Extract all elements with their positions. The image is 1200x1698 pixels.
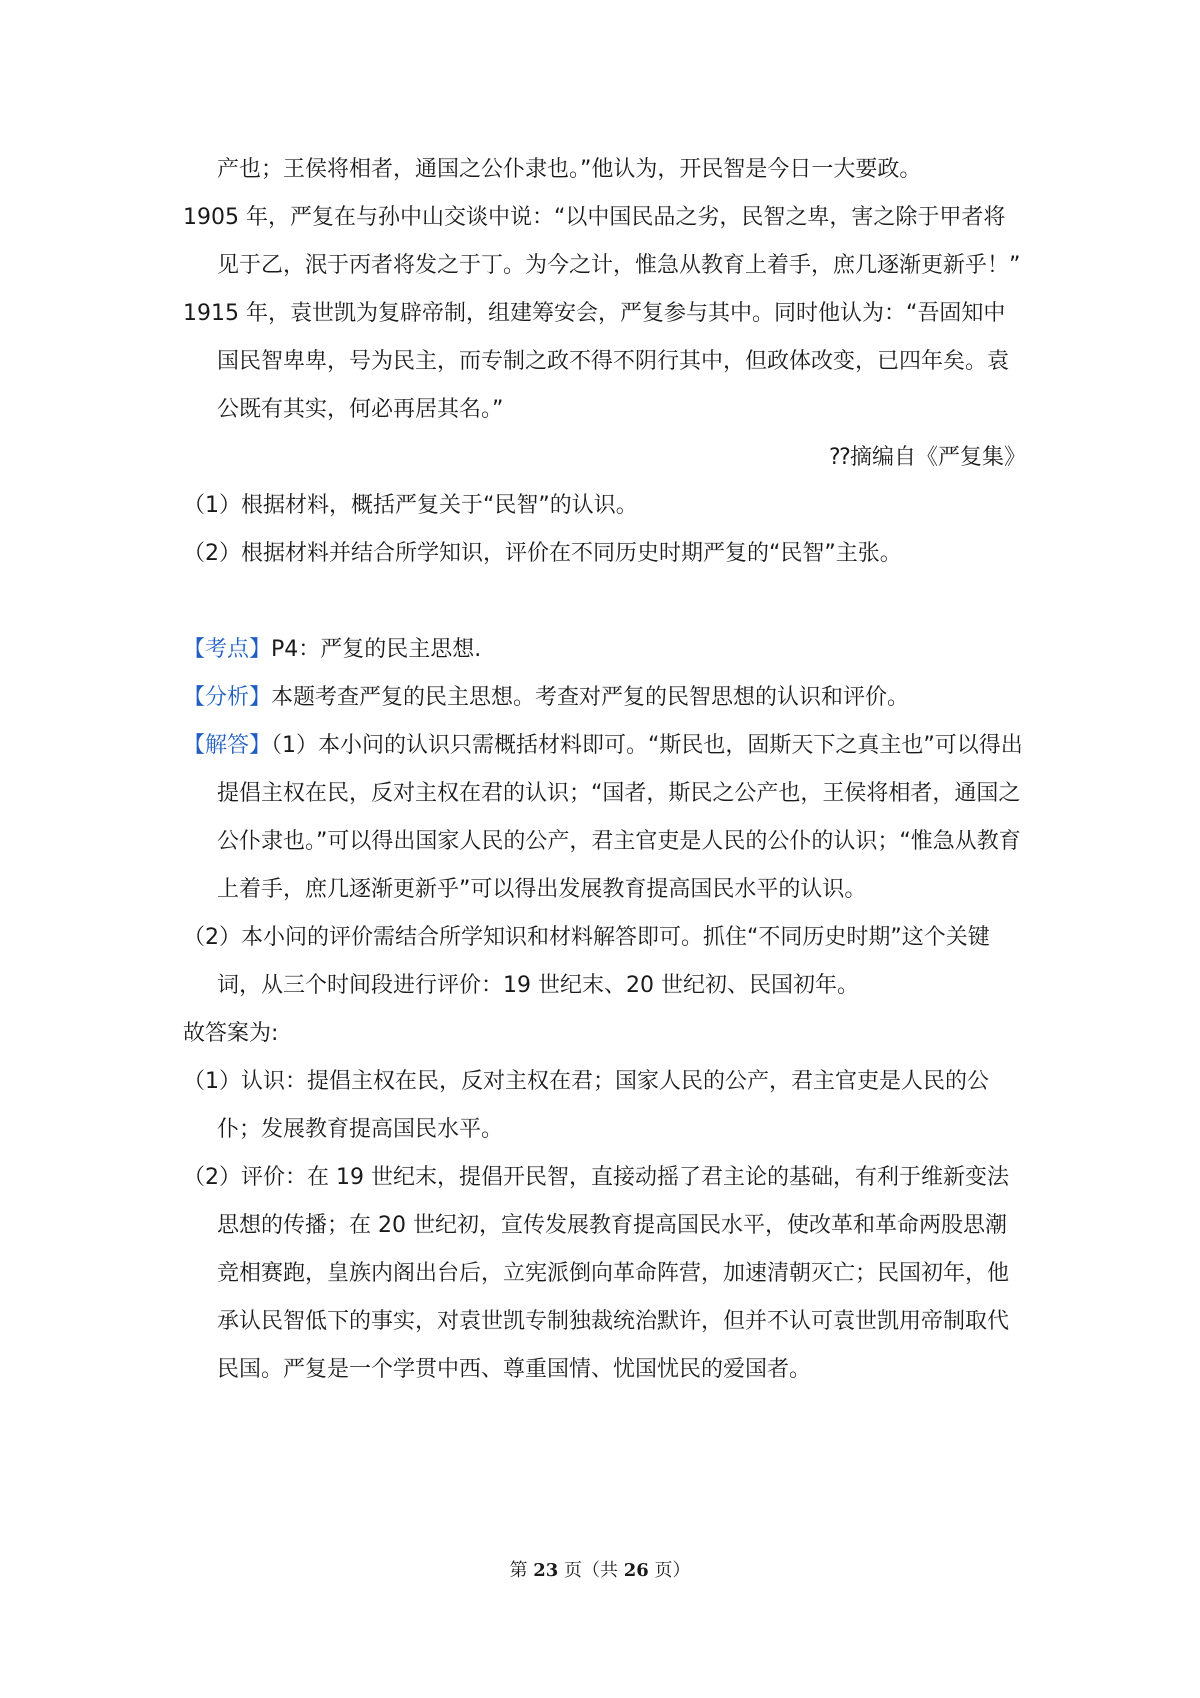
fenxi-text: 本题考查严复的民主思想。考查对严复的民智思想的认识和评价。 bbox=[271, 685, 910, 710]
footer-total-pages: 26 bbox=[623, 1560, 649, 1581]
footer-page-number: 23 bbox=[533, 1560, 559, 1581]
fenxi-tag: 【分析】 bbox=[183, 685, 272, 710]
question-1: （1）根据材料，概括严复关于“民智”的认识。 bbox=[183, 493, 638, 518]
footer-middle: 页（共 bbox=[558, 1560, 624, 1581]
answer-1: （1）认识：提倡主权在民，反对主权在君；国家人民的公产，君主官吏是人民的公仆；发展教育提高国民水平。 bbox=[183, 1069, 989, 1142]
fenxi-line bbox=[183, 674, 1026, 722]
page-footer bbox=[0, 1556, 1200, 1582]
answer-2: （2）评价：在 19 世纪末，提倡开民智，直接动摇了君主论的基础，有利于维新变法思想的传播；在 20 世纪初，宣传发展教育提高国民水平，使改革和革命两股思潮竞相赛跑，皇族内阁出台后，立宪派倒向革命阵营，加速清朝灭亡；民国初年，他承认民智低下的事实，对袁世凯专制独裁统治默许，但并不认可袁世凯用帝制取代民国。严复是一个学贯中西、尊重国情、忧国忧民的爱国者。 bbox=[183, 1165, 1010, 1382]
kaodian-tag: 【考点】 bbox=[183, 637, 272, 662]
jieda-1-text: （1）本小问的认识只需概括材料即可。“斯民也，固斯天下之真主也”可以得出提倡主权在民，反对主权在君的认识；“国者，斯民之公产也，王侯将相者，通国之公仆隶也。”可以得出国家人民的公产，君主官吏是人民的公仆的认识；“惟急从教育上着手，庶几逐渐更新乎”可以得出发展教育提高国民水平的认识。 bbox=[217, 733, 1023, 902]
question-2: （2）根据材料并结合所学知识，评价在不同历史时期严复的“民智”主张。 bbox=[183, 541, 902, 566]
kaodian-text: P4：严复的民主思想. bbox=[271, 637, 482, 662]
jieda-2: （2）本小问的评价需结合所学知识和材料解答即可。抓住“不同历史时期”这个关键词，从三个时间段进行评价：19 世纪末、20 世纪初、民国初年。 bbox=[183, 925, 990, 998]
jieda-tag: 【解答】 bbox=[183, 733, 272, 758]
kaodian-line bbox=[183, 626, 1026, 674]
material-continuation: 产也；王侯将相者，通国之公仆隶也。”他认为，开民智是今日一大要政。 bbox=[217, 157, 922, 182]
material-source: ⁇摘编自《严复集》 bbox=[829, 445, 1026, 470]
jieda-1 bbox=[183, 722, 1026, 914]
footer-prefix: 第 bbox=[509, 1560, 534, 1581]
footer-suffix: 页） bbox=[648, 1560, 691, 1581]
answer-intro: 故答案为: bbox=[183, 1021, 279, 1046]
material-1915: 1915 年，袁世凯为复辟帝制，组建筹安会，严复参与其中。同时他认为：“吾固知中国民智卑卑，号为民主，而专制之政不得不阴行其中，但政体改变，已四年矣。袁公既有其实，何必再居其名。” bbox=[183, 301, 1010, 422]
page-content bbox=[183, 146, 1026, 1394]
material-1905: 1905 年，严复在与孙中山交谈中说：“以中国民品之劣，民智之卑，害之除于甲者将见于乙，泯于丙者将发之于丁。为今之计，惟急从教育上着手，庶几逐渐更新乎！” bbox=[183, 205, 1021, 278]
